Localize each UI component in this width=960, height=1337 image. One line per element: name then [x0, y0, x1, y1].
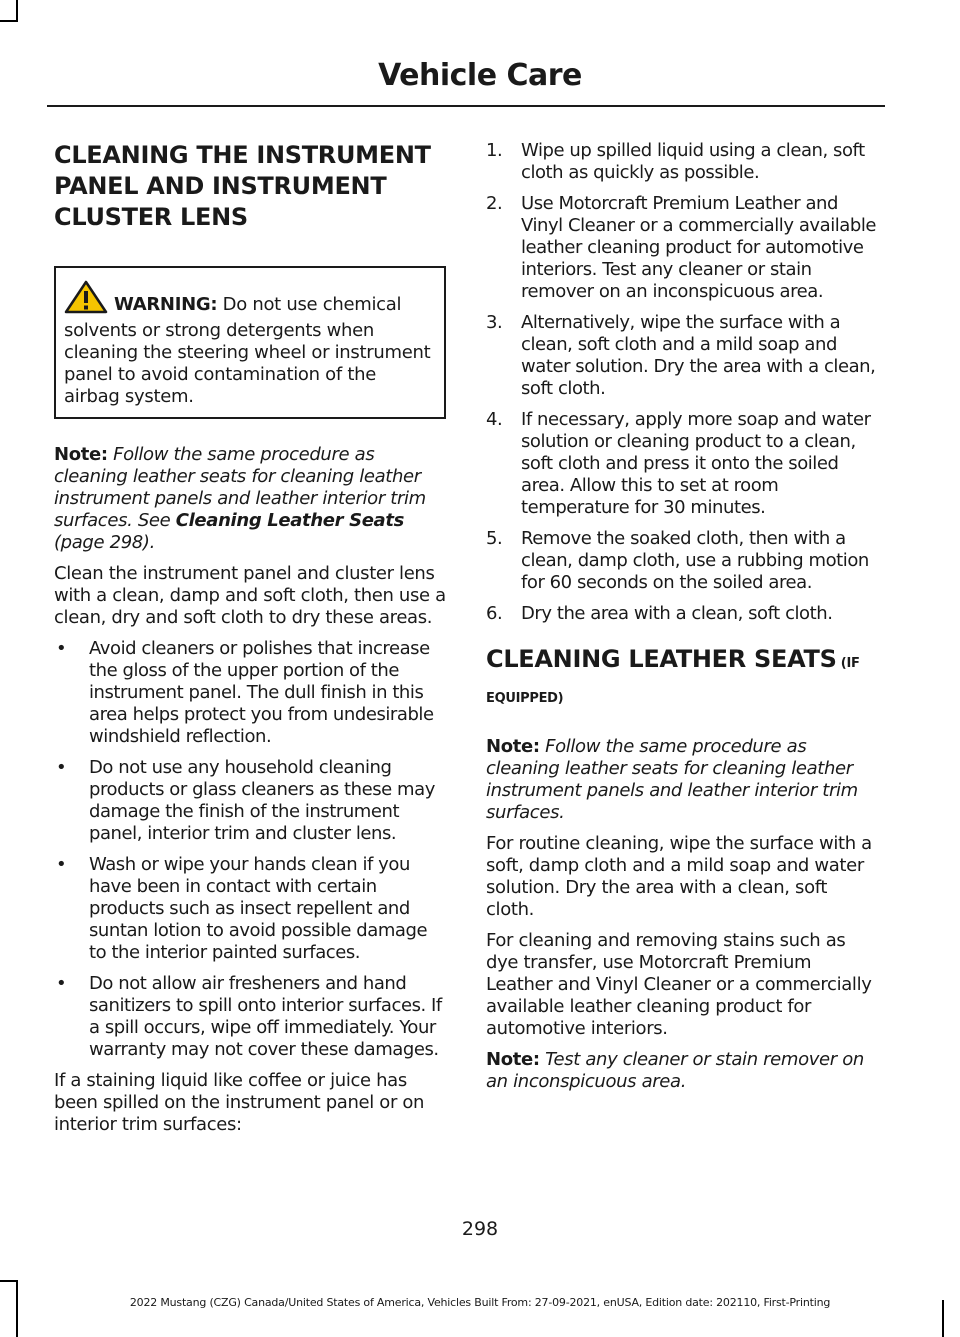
note-label: Note:	[54, 444, 108, 465]
page-reference: (page 298)	[54, 532, 150, 553]
step-item	[486, 312, 880, 400]
page-number: 298	[461, 1218, 499, 1240]
warning-label: WARNING:	[114, 294, 218, 315]
step-text: Dry the area with a clean, soft cloth.	[521, 603, 833, 624]
list-item	[54, 854, 446, 964]
step-item	[486, 528, 880, 594]
step-item	[486, 193, 880, 303]
step-text: If necessary, apply more soap and water solution or cleaning product to a clean, soft cloth and press it onto the soiled area. Allow this to set at room temperature for 30 minutes.	[521, 409, 871, 518]
step-number: 2.	[486, 193, 503, 214]
step-text: Wipe up spilled liquid using a clean, soft cloth as quickly as possible.	[521, 140, 865, 183]
list-item	[54, 973, 446, 1061]
section-title-instrument-panel: CLEANING THE INSTRUMENT PANEL AND INSTRUMENT CLUSTER LENS	[54, 141, 431, 231]
left-column	[54, 140, 446, 1145]
list-item-text: Do not use any household cleaning products or glass cleaners as these may damage the finish of the instrument panel, interior trim and cluster lens.	[89, 757, 435, 844]
step-number: 6.	[486, 603, 503, 624]
step-number: 5.	[486, 528, 503, 549]
right-column	[486, 140, 880, 1102]
section-title-text: CLEANING LEATHER SEATS	[486, 645, 837, 673]
note-label: Note:	[486, 736, 540, 757]
note-paragraph	[486, 736, 880, 824]
crop-mark-top-vertical	[16, 0, 18, 22]
warning-text: Do not use chemical solvents or strong detergents when cleaning the steering wheel or instrument panel to avoid contamination of the airbag system.	[64, 294, 431, 407]
step-text: Use Motorcraft Premium Leather and Vinyl Cleaner or a commercially available leather cleaning product for automotive interiors. Test any cleaner or stain remover on an inconspicuous area.	[521, 193, 877, 302]
note-text: Test any cleaner or stain remover on an inconspicuous area.	[486, 1049, 864, 1092]
routine-cleaning-paragraph: For routine cleaning, wipe the surface with a soft, damp cloth and a mild soap and water solution. Dry the area with a clean, soft cloth.	[486, 833, 872, 920]
list-item-text: Do not allow air fresheners and hand sanitizers to spill onto interior surfaces. If a spill occurs, wipe off immediately. Your warranty may not cover these damages.	[89, 973, 442, 1060]
note-paragraph	[54, 444, 446, 554]
step-item	[486, 603, 880, 625]
section-title-leather-seats	[486, 644, 880, 714]
crop-mark-bottom-horizontal	[0, 1280, 18, 1282]
list-item-text: Avoid cleaners or polishes that increase the gloss of the upper portion of the instrument panel. The dull finish in this area helps protect you from undesirable windshield reflection.	[89, 638, 434, 747]
step-item	[486, 409, 880, 519]
list-item-text: Wash or wipe your hands clean if you have been in contact with certain products such as insect repellent and suntan lotion to avoid possible damage to the interior painted surfaces.	[89, 854, 428, 963]
list-item	[54, 638, 446, 748]
stain-removal-paragraph: For cleaning and removing stains such as dye transfer, use Motorcraft Premium Leather and Vinyl Cleaner or a commercially available leather cleaning product for automotive interiors.	[486, 930, 872, 1039]
bullet-marker: •	[56, 854, 67, 875]
bullet-marker: •	[56, 973, 67, 994]
note-text: Follow the same procedure as cleaning leather seats for cleaning leather instrument panels and leather interior trim surfaces. See	[54, 444, 426, 531]
note-text: Follow the same procedure as cleaning leather seats for cleaning leather instrument panels and leather interior trim surfaces.	[486, 736, 858, 823]
footer-edition-info: 2022 Mustang (CZG) Canada/United States of America, Vehicles Built From: 27-09-2021, enUSA, Edition date: 202110, First-Printing	[129, 1296, 831, 1309]
step-item	[486, 140, 880, 184]
page-header-title: Vehicle Care	[378, 58, 582, 93]
crop-mark-top-horizontal	[0, 20, 18, 22]
note-paragraph	[486, 1049, 880, 1093]
step-number: 3.	[486, 312, 503, 333]
numbered-steps	[486, 140, 880, 625]
bullet-list	[54, 638, 446, 1061]
header-rule	[47, 105, 885, 107]
warning-box	[54, 266, 446, 419]
step-number: 4.	[486, 409, 503, 430]
bullet-marker: •	[56, 638, 67, 659]
closing-paragraph: If a staining liquid like coffee or juice has been spilled on the instrument panel or on interior trim surfaces:	[54, 1070, 425, 1135]
step-text: Alternatively, wipe the surface with a clean, soft cloth and a mild soap and water solution. Dry the area with a clean, soft cloth.	[521, 312, 876, 399]
list-item	[54, 757, 446, 845]
cross-reference-link[interactable]: Cleaning Leather Seats	[175, 510, 404, 531]
note-end: .	[149, 532, 155, 553]
intro-paragraph: Clean the instrument panel and cluster lens with a clean, damp and soft cloth, then use a clean, dry and soft cloth to dry these areas.	[54, 563, 446, 628]
note-label: Note:	[486, 1049, 540, 1070]
step-number: 1.	[486, 140, 503, 161]
step-text: Remove the soaked cloth, then with a clean, damp cloth, use a rubbing motion for 60 seconds on the soiled area.	[521, 528, 869, 593]
section-title-qualifier: (IF EQUIPPED)	[486, 656, 860, 706]
bullet-marker: •	[56, 757, 67, 778]
warning-triangle-icon	[64, 280, 108, 320]
